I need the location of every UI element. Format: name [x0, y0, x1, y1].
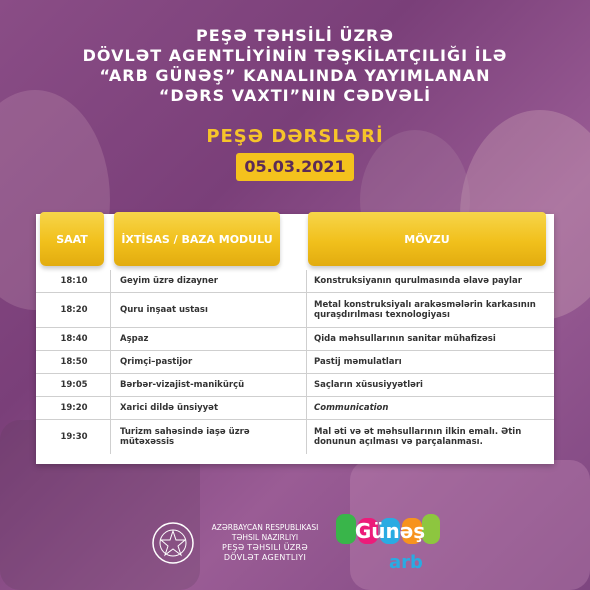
title-line-4: “DƏRS VAXTI”NIN CƏDVƏLİ: [158, 86, 432, 105]
row-module: Bərbər-vizajist-manikürçü: [120, 380, 245, 390]
row-module: Aşpaz: [120, 334, 149, 344]
arb-logo-word: arb: [389, 552, 423, 573]
agency-line-2: DÖVLƏT AGENTLIYI: [223, 553, 307, 562]
row-time: 18:40: [60, 334, 88, 344]
row-module: Geyim üzrə dizayner: [120, 276, 218, 286]
row-time: 18:50: [60, 357, 88, 367]
header-topic: MÖVZU: [308, 212, 546, 266]
row-time: 19:20: [60, 403, 88, 413]
row-module: Quru inşaat ustası: [120, 305, 208, 315]
header-module: İXTİSAS / BAZA MODULU: [114, 212, 280, 266]
table-row: [36, 293, 554, 328]
subtitle: PEŞƏ DƏRSLƏRİ: [206, 126, 384, 147]
header-time: SAAT: [40, 212, 104, 266]
gunes-logo-word: Günəş: [354, 519, 426, 543]
row-module: Qrimçi–pastijor: [120, 357, 193, 367]
row-time: 19:05: [60, 380, 88, 390]
table-row: [36, 420, 554, 454]
row-topic: Qida məhsullarının sanitar mühafizəsi: [314, 334, 496, 344]
table-row: [36, 351, 554, 374]
row-module: Turizm sahəsində iaşə üzrə mütəxəssis: [120, 427, 250, 447]
title-line-1: PEŞƏ TƏHSİLİ ÜZRƏ: [196, 26, 394, 45]
table-row: [36, 270, 554, 293]
date-badge: 05.03.2021: [236, 153, 354, 181]
agency-line-1: PEŞƏ TƏHSILI ÜZRƏ: [222, 543, 308, 552]
row-topic: Konstruksiyanın qurulmasında əlavə paylar: [314, 276, 522, 286]
ministry-emblem-icon: [148, 518, 198, 568]
ministry-line-2: TƏHSIL NAZIRLIYI: [231, 533, 299, 542]
table-row: [36, 328, 554, 351]
title-line-2: DÖVLƏT AGENTLİYİNİN TƏŞKİLATÇILIĞI İLƏ: [82, 46, 508, 65]
schedule-table: [36, 214, 554, 464]
table-row: [36, 374, 554, 397]
table-body: [36, 270, 554, 454]
row-module: Xarici dildə ünsiyyət: [120, 403, 219, 413]
ministry-text: [200, 523, 330, 563]
row-time: 18:10: [60, 276, 88, 286]
title-line-3: “ARB GÜNƏŞ” KANALINDA YAYIMLANAN: [99, 66, 491, 85]
row-time: 18:20: [60, 305, 88, 315]
row-topic: Communication: [314, 403, 389, 413]
ministry-line-1: AZƏRBAYCAN RESPUBLIKASI: [211, 523, 319, 532]
gunes-arb-logo-icon: [334, 510, 444, 580]
row-time: 19:30: [60, 432, 88, 442]
row-topic: Mal əti və ət məhsullarının ilkin emalı. Ətin donunun açılması və parçalanması.: [314, 427, 522, 447]
row-topic: Saçların xüsusiyyətləri: [314, 380, 423, 390]
row-topic: Pastij məmulatları: [314, 357, 402, 367]
row-topic: Metal konstruksiyalı arakəsmələrin karkasının quraşdırılması texnologiyası: [314, 300, 536, 320]
poster-title: [0, 26, 590, 106]
table-row: [36, 397, 554, 420]
